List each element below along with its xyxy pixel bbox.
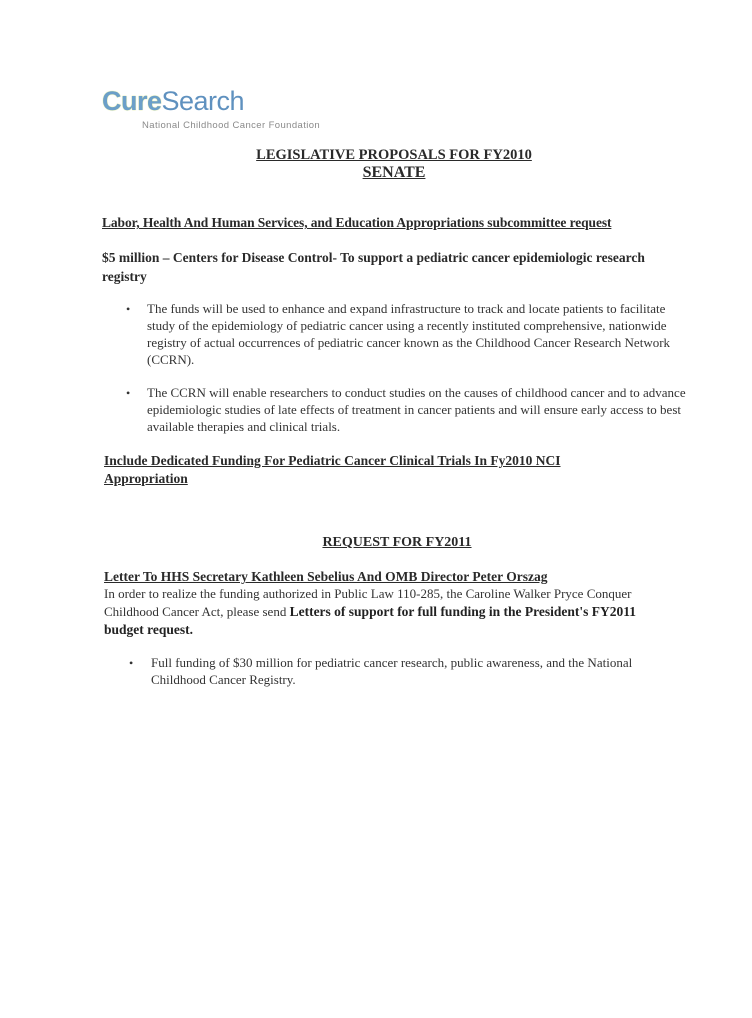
letter-paragraph [104, 585, 664, 639]
labor-section-heading: Labor, Health And Human Services, and Education Appropriations subcommittee request [102, 215, 612, 230]
bullet-marker: • [129, 656, 134, 670]
curesearch-logo [102, 86, 244, 117]
cdc-request: $5 million – Centers for Disease Control- To support a pediatric cancer epidemiologic research registry [102, 250, 645, 284]
bullet-marker: • [126, 386, 131, 400]
include-funding-heading: Include Dedicated Funding For Pediatric Cancer Clinical Trials In Fy2010 NCI Appropriation [104, 453, 561, 486]
letter-text-bold: Letters of support for full funding in the President's FY2011 budget request. [104, 604, 636, 637]
logo-brand-rest: Search [161, 86, 245, 116]
fy2011-title: REQUEST FOR FY2011 [322, 535, 472, 550]
document-title: LEGISLATIVE PROPOSALS FOR FY2010 [256, 147, 532, 163]
logo-brand-bold: Cure [102, 86, 162, 116]
bullet-marker: • [126, 302, 131, 316]
bullet-item-ccrn: The CCRN will enable researchers to conduct studies on the causes of childhood cancer and to advance epidemiologic studies of late effects of treatment in cancer patients and will ensure early access to best available therapies and clinical trials. [147, 385, 686, 434]
logo-tagline: National Childhood Cancer Foundation [142, 120, 321, 131]
bullet-item-funds: The funds will be used to enhance and expand infrastructure to track and locate patients to facilitate study of the epidemiology of pediatric cancer using a recently instituted comprehensive, nationwide registry of actual occurrences of pediatric cancer known as the Childhood Cancer Research Network (CCRN). [147, 301, 671, 367]
bullet-item-full-funding: Full funding of $30 million for pediatric cancer research, public awareness, and the National Childhood Cancer Registry. [151, 655, 633, 687]
document-subtitle: SENATE [362, 164, 426, 181]
letter-heading: Letter To HHS Secretary Kathleen Sebelius And OMB Director Peter Orszag [104, 569, 548, 584]
letter-text-plain: In order to realize the funding authorized in Public Law 110-285, the Caroline Walker Pryce Conquer Childhood Cancer Act, please send [104, 586, 632, 619]
